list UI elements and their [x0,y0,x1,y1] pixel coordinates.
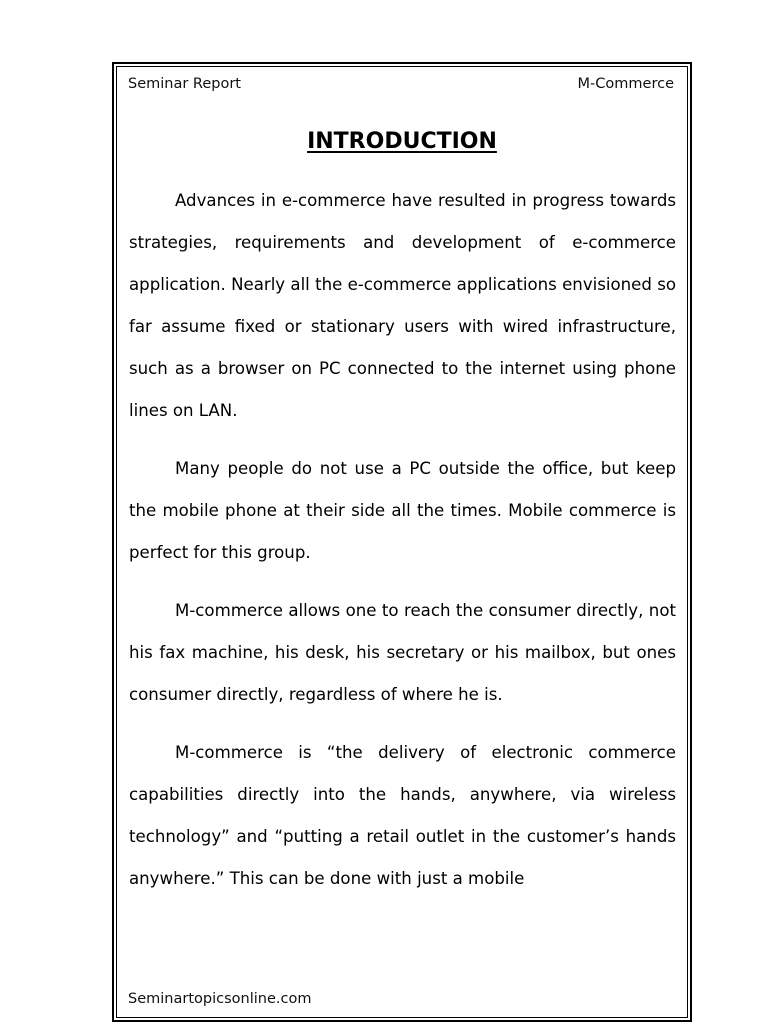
paragraph-3: M-commerce allows one to reach the consumer directly, not his fax machine, his desk, his secretary or his mailbox, but ones consumer directly, regardless of where he is. [129,601,676,704]
page-footer: Seminartopicsonline.com [128,991,312,1007]
body-text [129,180,676,916]
paragraph-2: Many people do not use a PC outside the office, but keep the mobile phone at their side all the times. Mobile commerce is perfect for this group. [129,459,676,562]
paragraph-4: M-commerce is “the delivery of electronic commerce capabilities directly into the hands, anywhere, via wireless technology” and “putting a retail outlet in the customer’s hands anywhere.” This can be done with just a mobile [129,743,676,888]
section-title [128,129,676,154]
section-title-text: INTRODUCTION [307,129,497,154]
header-right-text: M-Commerce [577,76,674,92]
paragraph-1: Advances in e-commerce have resulted in progress towards strategies, requirements and development of e-commerce application. Nearly all the e-commerce applications envisioned so far assume fixed or stationary users with wired infrastructure, such as a browser on PC connected to the internet using phone lines on LAN. [129,191,676,420]
header-left-text: Seminar Report [128,76,241,92]
page-header [128,76,674,92]
